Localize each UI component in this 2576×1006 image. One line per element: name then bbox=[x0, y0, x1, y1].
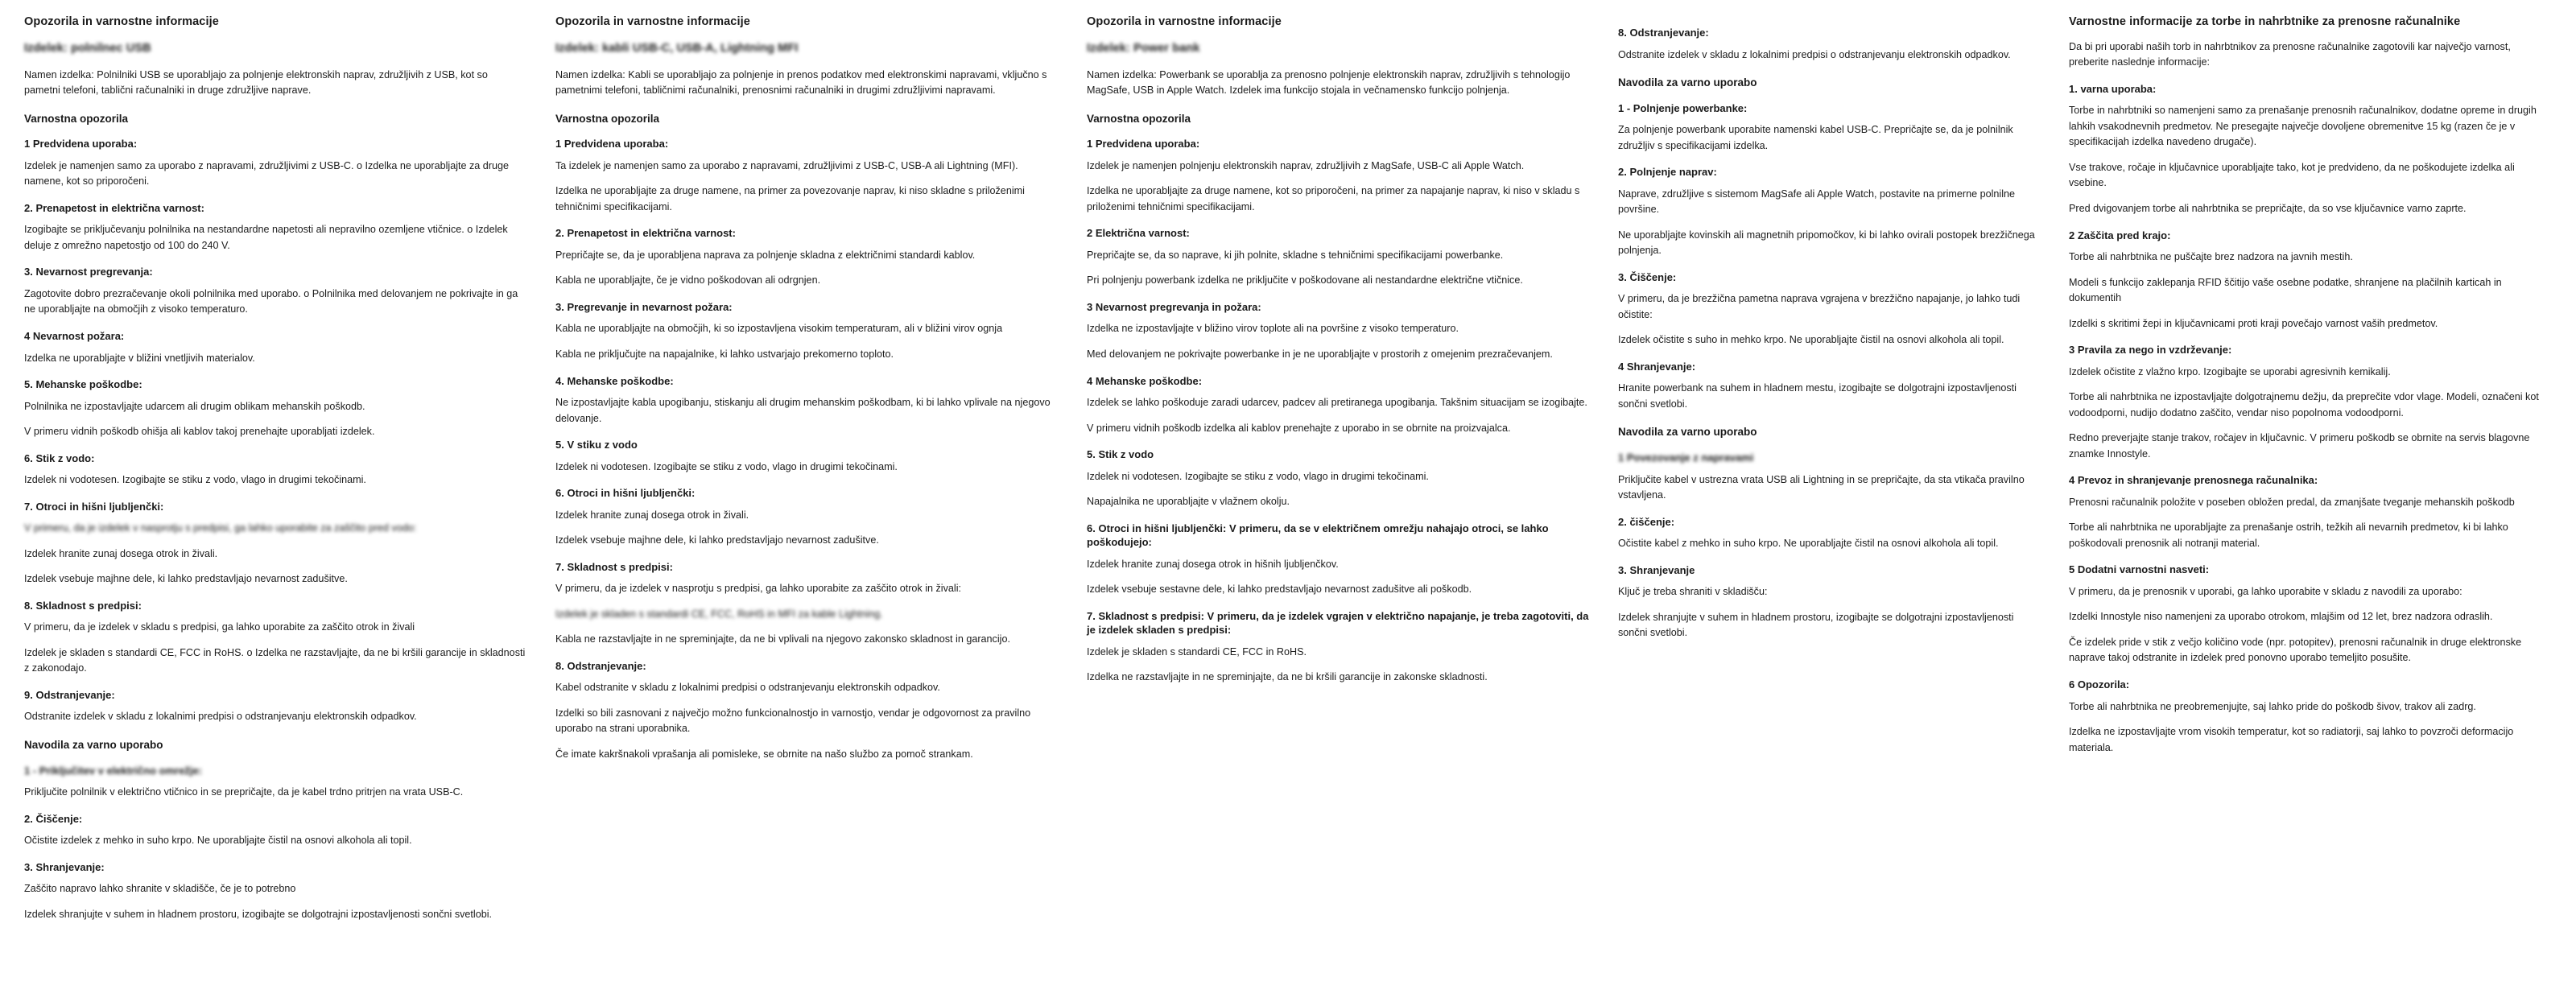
paragraph: Izdelek shranjujte v suhem in hladnem prostoru, izogibajte se dolgotrajni izpostavljenosti sončni svetlobi. bbox=[24, 908, 493, 920]
column-body-1 bbox=[24, 68, 526, 923]
paragraph: Kabla ne priključujte na napajalnike, ki lahko ustvarjajo prekomerno toploto. bbox=[555, 348, 894, 360]
list-item-heading: 1 - Priključitev v električno omrežje: bbox=[24, 764, 203, 777]
list-item-heading: 3. Nevarnost pregrevanja: bbox=[24, 266, 153, 278]
column-powerbank-continued bbox=[1607, 14, 2058, 1006]
paragraph: Izdelka ne izpostavljajte vrom visokih temperatur, kot so radiatorji, saj lahko to povzroči deformacijo materiala. bbox=[2069, 726, 2514, 753]
column-body-3 bbox=[1087, 68, 1589, 686]
list-item-heading: 6. Otroci in hišni ljubljenčki: V primeru, da se v električnem omrežju nahajajo otroci, se lahko poškodujejo: bbox=[1087, 522, 1549, 549]
paragraph: Izdelki so bili zasnovani z največjo možno funkcionalnostjo in varnostjo, vendar je odgovornost za pravilno uporabo na strani uporabnika. bbox=[555, 707, 1031, 735]
list-item-heading: 9. Odstranjevanje: bbox=[24, 688, 115, 701]
list-item-heading: 2. Prenapetost in električna varnost: bbox=[24, 201, 204, 214]
paragraph: Kabla ne uporabljajte na območjih, ki so izpostavljena visokim temperaturam, ali v bližini virov ognja bbox=[555, 323, 1003, 335]
paragraph: Izdelki s skritimi žepi in ključavnicami proti kraji povečajo varnost vaših predmetov. bbox=[2069, 317, 2438, 329]
list-item-heading: 7. Skladnost s predpisi: V primeru, da je izdelek vgrajen v električno napajanje, je treba zagotoviti, da je izdelek skladen s predpisi: bbox=[1087, 609, 1589, 637]
paragraph: Pred dvigovanjem torbe ali nahrbtnika se prepričajte, da so vse ključavnice varno zaprte. bbox=[2069, 203, 2467, 214]
column-body-4 bbox=[1618, 26, 2040, 641]
paragraph: Prepričajte se, da so naprave, ki jih polnite, skladne s tehničnimi specifikacijami powerbanke. bbox=[1087, 249, 1504, 261]
paragraph: Izdelek ni vodotesen. Izogibajte se stiku z vodo, vlago in drugimi tekočinami. bbox=[1087, 470, 1429, 482]
list-item-heading: 3. Pregrevanje in nevarnost požara: bbox=[555, 300, 733, 313]
paragraph: V primeru vidnih poškodb izdelka ali kablov prenehajte z uporabo in se obrnite na proizvajalca. bbox=[1087, 422, 1511, 434]
paragraph: V primeru, da je izdelek v nasprotju s predpisi, ga lahko uporabite za zaščito otrok in živali: bbox=[555, 583, 962, 595]
column-body-5 bbox=[2069, 39, 2539, 756]
paragraph: Torbe ali nahrbtnika ne izpostavljajte dolgotrajnemu dežju, da preprečite vdor vlage. Modeli, označeni kot vodoodporni, nudijo dodatno zaščito, vendar niso popolnoma vodoodporni. bbox=[2069, 391, 2539, 418]
list-item-heading: 4. Mehanske poškodbe: bbox=[555, 374, 674, 387]
paragraph: Izdelki Innostyle niso namenjeni za uporabo otrokom, mlajšim od 12 let, brez nadzora odraslih. bbox=[2069, 611, 2493, 623]
paragraph: V primeru, da je izdelek v skladu s predpisi, ga lahko uporabite za zaščito otrok in živali bbox=[24, 621, 415, 633]
list-item-heading: 2. čiščenje: bbox=[1618, 515, 1675, 528]
list-item-heading: 5. V stiku z vodo bbox=[555, 439, 638, 451]
product-line bbox=[555, 41, 1058, 56]
paragraph: Pri polnjenju powerbank izdelka ne priključite v poškodovane ali nestandardne električne vtičnice. bbox=[1087, 274, 1523, 287]
list-item-heading: 4 Mehanske poškodbe: bbox=[1087, 374, 1203, 387]
paragraph: Priključite polnilnik v električno vtičnico in se prepričajte, da je kabel trdno pritrjen na vrata USB-C. bbox=[24, 786, 464, 798]
paragraph: Torbe ali nahrbtnika ne uporabljajte za prenašanje ostrih, težkih ali nevarnih predmetov, ki bi lahko poškodovali prenosnik ali notranji material. bbox=[2069, 522, 2508, 549]
paragraph: Napajalnika ne uporabljajte v vlažnem okolju. bbox=[1087, 496, 1290, 508]
section-subtitle: Navodila za varno uporabo bbox=[24, 738, 163, 751]
paragraph: Izdelek očistite z vlažno krpo. Izogibajte se uporabi agresivnih kemikalij. bbox=[2069, 365, 2391, 377]
list-item-heading: 7. Skladnost s predpisi: bbox=[555, 560, 673, 573]
paragraph: Naprave, združljive s sistemom MagSafe ali Apple Watch, postavite na primerne polnilne površine. bbox=[1618, 188, 2016, 216]
paragraph: Izdelek očistite s suho in mehko krpo. Ne uporabljajte čistil na osnovi alkohola ali topil. bbox=[1618, 334, 2004, 346]
section-title: Opozorila in varnostne informacije bbox=[555, 15, 750, 28]
list-item-heading: 8. Odstranjevanje: bbox=[555, 659, 646, 672]
paragraph: Izdelek ni vodotesen. Izogibajte se stiku z vodo, vlago in drugimi tekočinami. bbox=[24, 474, 366, 486]
paragraph: Prepričajte se, da je uporabljena naprava za polnjenje skladna z električnimi standardi kablov. bbox=[555, 249, 976, 261]
paragraph: Izdelek je namenjen polnjenju elektronskih naprav, združljivih z MagSafe, USB-C ali Apple Watch. bbox=[1087, 159, 1525, 171]
paragraph: Izdelek vsebuje sestavne dele, ki lahko predstavljajo nevarnost zadušitve ali poškodb. bbox=[1087, 583, 1472, 596]
paragraph: V primeru vidnih poškodb ohišja ali kablov takoj prenehajte uporabljati izdelek. bbox=[24, 426, 375, 438]
list-item-heading: 5 Dodatni varnostni nasveti: bbox=[2069, 563, 2210, 576]
list-item-heading: 3 Nevarnost pregrevanja in požara: bbox=[1087, 300, 1261, 313]
paragraph: Kabel odstranite v skladu z lokalnimi predpisi o odstranjevanju elektronskih odpadkov. bbox=[555, 682, 940, 694]
paragraph: Izdelek vsebuje majhne dele, ki lahko predstavljajo nevarnost zadušitve. bbox=[24, 573, 348, 585]
list-item-heading: 5. Stik z vodo bbox=[1087, 448, 1154, 461]
product-line-text: Izdelek: kabli USB-C, USB-A, Lightning MFI bbox=[555, 41, 799, 55]
paragraph: Da bi pri uporabi naših torb in nahrbtnikov za prenosne računalnike zagotovili kar največjo varnost, preberite naslednje informacije: bbox=[2069, 40, 2511, 68]
paragraph: Torbe ali nahrbtnika ne preobremenjujte, saj lahko pride do poškodb šivov, trakov ali zadrg. bbox=[2069, 700, 2476, 712]
list-item-heading: 4 Prevoz in shranjevanje prenosnega računalnika: bbox=[2069, 474, 2318, 487]
paragraph: V primeru, da je izdelek v nasprotju s predpisi, ga lahko uporabite za zaščito pred vodo: bbox=[24, 522, 417, 534]
paragraph: Namen izdelka: Polnilniki USB se uporabljajo za polnjenje elektronskih naprav, združljivih z USB, kot so pametni telefoni, tablični računalniki in druge združljive naprave. bbox=[24, 68, 488, 97]
list-item-heading: 8. Skladnost s predpisi: bbox=[24, 599, 142, 612]
list-item-heading: 1 Predvidena uporaba: bbox=[24, 138, 138, 150]
paragraph: Izdelek shranjujte v suhem in hladnem prostoru, izogibajte se dolgotrajni izpostavljenosti sončni svetlobi. bbox=[1618, 611, 2014, 639]
paragraph: Odstranite izdelek v skladu z lokalnimi predpisi o odstranjevanju elektronskih odpadkov. bbox=[24, 711, 417, 723]
paragraph: Če izdelek pride v stik z večjo količino vode (npr. potopitev), prenosni računalnik in druge elektronske naprave takoj odstranite in izdelek pred ponovno uporabo temeljito posušite. bbox=[2069, 636, 2522, 664]
list-item-heading: 3. Čiščenje: bbox=[1618, 270, 1677, 283]
list-item-heading: 1 Predvidena uporaba: bbox=[1087, 138, 1200, 150]
list-item-heading: 1 Povezovanje z napravami bbox=[1618, 451, 1754, 464]
paragraph: Očistite izdelek z mehko in suho krpo. Ne uporabljajte čistil na osnovi alkohola ali topil. bbox=[24, 835, 412, 847]
list-item-heading: 2. Polnjenje naprav: bbox=[1618, 166, 1717, 179]
paragraph: V primeru, da je brezžična pametna naprava vgrajena v brezžično napajanje, jo lahko tudi očistite: bbox=[1618, 293, 2021, 320]
paragraph: Torbe in nahrbtniki so namenjeni samo za prenašanje prenosnih računalnikov, dodatne opreme in drugih lahkih vsakodnevnih predmetov. Ne presegajte največje dovoljene obremenitve 15 kg (razen če je v specifikacijah izdelka navedeno drugače). bbox=[2069, 105, 2537, 148]
paragraph: Med delovanjem ne pokrivajte powerbanke in je ne uporabljajte v prostorih z omejenim prezračevanjem. bbox=[1087, 348, 1553, 360]
list-item-heading: 6. Stik z vodo: bbox=[24, 451, 95, 464]
column-powerbank bbox=[1075, 14, 1607, 1006]
product-line bbox=[24, 41, 526, 56]
section-title: Opozorila in varnostne informacije bbox=[24, 15, 219, 28]
list-item-heading: 3. Shranjevanje bbox=[1618, 563, 1695, 576]
paragraph: Izdelek je skladen s standardi CE, FCC in RoHS. bbox=[1087, 645, 1307, 658]
paragraph: Polnilnika ne izpostavljajte udarcem ali drugim oblikam mehanskih poškodb. bbox=[24, 400, 365, 412]
list-item-heading: 3 Pravila za nego in vzdrževanje: bbox=[2069, 344, 2232, 357]
paragraph: Modeli s funkcijo zaklepanja RFID ščitijo vaše osebne podatke, shranjene na plačilnih karticah in dokumentih bbox=[2069, 276, 2502, 304]
paragraph: Ta izdelek je namenjen samo za uporabo z napravami, združljivimi z USB-C, USB-A ali Lightning (MFI). bbox=[555, 159, 1018, 171]
product-line bbox=[1087, 41, 1589, 56]
list-item-heading: 1. varna uporaba: bbox=[2069, 82, 2157, 95]
paragraph: Zagotovite dobro prezračevanje okoli polnilnika med uporabo. o Polnilnika med delovanjem ne pokrivajte in ga ne uporabljajte na območjih z visoko temperaturo. bbox=[24, 287, 518, 315]
product-line-text: Izdelek: polnilnec USB bbox=[24, 41, 151, 55]
list-item-heading: 4 Shranjevanje: bbox=[1618, 360, 1696, 373]
list-item-heading: 2. Prenapetost in električna varnost: bbox=[555, 227, 736, 240]
paragraph: Izdelka ne izpostavljajte v bližino virov toplote ali na površine z visoko temperaturo. bbox=[1087, 323, 1459, 335]
paragraph: Če imate kakršnakoli vprašanja ali pomisleke, se obrnite na našo službo za pomoč strankam. bbox=[555, 748, 973, 760]
paragraph: Ključ je treba shraniti v skladišču: bbox=[1618, 586, 1768, 598]
paragraph: Namen izdelka: Kabli se uporabljajo za polnjenje in prenos podatkov med elektronskimi napravami, vključno s pametnimi telefoni, tabličnimi računalniki, prenosnimi računalniki in drugimi združljivimi napravami. bbox=[555, 68, 1047, 97]
paragraph: Zaščito napravo lahko shranite v skladišče, če je to potrebno bbox=[24, 883, 296, 895]
column-body-2 bbox=[555, 68, 1058, 763]
list-item-heading: 5. Mehanske poškodbe: bbox=[24, 378, 142, 391]
paragraph: Očistite kabel z mehko in suho krpo. Ne uporabljajte čistil na osnovi alkohola ali topil. bbox=[1618, 538, 1999, 550]
paragraph: V primeru, da je prenosnik v uporabi, ga lahko uporabite v skladu z navodili za uporabo: bbox=[2069, 585, 2462, 597]
column-cables bbox=[544, 14, 1075, 1006]
section-subtitle: Varnostna opozorila bbox=[24, 112, 129, 125]
paragraph: Hranite powerbank na suhem in hladnem mestu, izogibajte se dolgotrajni izpostavljenosti sončni svetlobi. bbox=[1618, 382, 2017, 410]
list-item-heading: 2 Električna varnost: bbox=[1087, 227, 1190, 240]
paragraph: Ne uporabljajte kovinskih ali magnetnih pripomočkov, ki bi lahko ovirali postopek brezžičnega polnjenja. bbox=[1618, 229, 2035, 257]
paragraph: Redno preverjajte stanje trakov, ročajev in ključavnic. V primeru poškodb se obrnite na servis blagovne znamke Innostyle. bbox=[2069, 432, 2530, 460]
column-charger bbox=[13, 14, 544, 1006]
column-backpacks bbox=[2058, 14, 2557, 1006]
section-subtitle: Varnostna opozorila bbox=[555, 112, 660, 125]
paragraph: Kabla ne razstavljajte in ne spreminjajte, da ne bi vplivali na njegovo zakonsko skladnost in garancijo. bbox=[555, 633, 1010, 645]
list-item-heading: 4 Nevarnost požara: bbox=[24, 330, 125, 342]
list-item-heading: 1 Predvidena uporaba: bbox=[555, 138, 669, 150]
paragraph: Za polnjenje powerbank uporabite namenski kabel USB-C. Prepričajte se, da je polnilnik združljiv s specifikacijami izdelka. bbox=[1618, 124, 2013, 151]
paragraph: Izdelek hranite zunaj dosega otrok in živali. bbox=[24, 547, 218, 559]
paragraph: Torbe ali nahrbtnika ne puščajte brez nadzora na javnih mestih. bbox=[2069, 251, 2353, 263]
paragraph: Izdelek je skladen s standardi CE, FCC, RoHS in MFI za kable Lightning. bbox=[555, 608, 883, 620]
paragraph: Izdelka ne uporabljajte za druge namene, na primer za povezovanje naprav, ki niso skladne s priloženimi tehničnimi specifikacijami. bbox=[555, 185, 1025, 212]
paragraph: Izdelka ne razstavljajte in ne spreminjajte, da ne bi kršili garancije in zakonske skladnosti. bbox=[1087, 671, 1488, 683]
list-item-heading: 8. Odstranjevanje: bbox=[1618, 27, 1709, 39]
paragraph: Kabla ne uporabljajte, če je vidno poškodovan ali odrgnjen. bbox=[555, 274, 821, 287]
list-item-heading: 6. Otroci in hišni ljubljenčki: bbox=[555, 487, 696, 500]
paragraph: Izogibajte se priključevanju polnilnika na nestandardne napetosti ali nepravilno ozemljene vtičnice. o Izdelek deluje z omrežno napetostjo od 100 do 240 V. bbox=[24, 224, 508, 251]
paragraph: Izdelek se lahko poškoduje zaradi udarcev, padcev ali pretiranega upogibanja. Takšnim situacijam se izogibajte. bbox=[1087, 397, 1587, 409]
section-title: Opozorila in varnostne informacije bbox=[1087, 15, 1282, 28]
paragraph: Ne izpostavljajte kabla upogibanju, stiskanju ali drugim mehanskim poškodbam, ki bi lahko vplivale na njegovo delovanje. bbox=[555, 397, 1051, 424]
section-title: Varnostne informacije za torbe in nahrbtnike za prenosne računalnike bbox=[2069, 15, 2461, 28]
paragraph: Izdelek je skladen s standardi CE, FCC in RoHS. o Izdelka ne razstavljajte, da ne bi kršili garancije in skladnosti z zakonodajo. bbox=[24, 646, 526, 674]
paragraph: Izdelka ne uporabljajte za druge namene, kot so priporočeni, na primer za napajanje naprav, ki niso v skladu s priloženimi tehničnimi specifikacijami. bbox=[1087, 185, 1580, 212]
product-line-text: Izdelek: Power bank bbox=[1087, 41, 1200, 55]
list-item-heading: 2 Zaščita pred krajo: bbox=[2069, 229, 2171, 241]
list-item-heading: 1 - Polnjenje powerbanke: bbox=[1618, 101, 1748, 114]
paragraph: Vse trakove, ročaje in ključavnice uporabljajte tako, kot je predvideno, da ne poškodujete izdelka ali vsebine. bbox=[2069, 161, 2515, 189]
paragraph: Namen izdelka: Powerbank se uporablja za prenosno polnjenje elektronskih naprav, združljivih s tehnologijo MagSafe, USB in Apple Watch. Izdelek ima funkcijo stojala in večnamensko funkcijo polnjenja. bbox=[1087, 68, 1571, 97]
paragraph: Prenosni računalnik položite v poseben obložen predal, da zmanjšate tveganje mehanskih poškodb bbox=[2069, 496, 2515, 508]
list-item-heading: 7. Otroci in hišni ljubljenčki: bbox=[24, 500, 164, 513]
section-subtitle: Navodila za varno uporabo bbox=[1618, 426, 1757, 439]
list-item-heading: 6 Opozorila: bbox=[2069, 678, 2130, 691]
list-item-heading: 2. Čiščenje: bbox=[24, 812, 83, 825]
paragraph: Izdelek vsebuje majhne dele, ki lahko predstavljajo nevarnost zadušitve. bbox=[555, 534, 879, 546]
paragraph: Izdelek ni vodotesen. Izogibajte se stiku z vodo, vlago in drugimi tekočinami. bbox=[555, 460, 898, 472]
paragraph: Izdelek hranite zunaj dosega otrok in hišnih ljubljenčkov. bbox=[1087, 558, 1339, 570]
paragraph: Priključite kabel v ustrezna vrata USB ali Lightning in se prepričajte, da sta vtikača pravilno vstavljena. bbox=[1618, 473, 2025, 501]
paragraph: Izdelka ne uporabljajte v bližini vnetljivih materialov. bbox=[24, 352, 255, 364]
section-subtitle: Navodila za varno uporabo bbox=[1618, 76, 1757, 89]
paragraph: Izdelek hranite zunaj dosega otrok in živali. bbox=[555, 509, 749, 521]
paragraph: Izdelek je namenjen samo za uporabo z napravami, združljivimi z USB-C. o Izdelka ne uporabljajte za druge namene, kot so priporočeni. bbox=[24, 159, 510, 188]
list-item-heading: 3. Shranjevanje: bbox=[24, 860, 105, 873]
section-subtitle: Varnostna opozorila bbox=[1087, 112, 1191, 125]
paragraph: Odstranite izdelek v skladu z lokalnimi predpisi o odstranjevanju elektronskih odpadkov. bbox=[1618, 48, 2011, 60]
